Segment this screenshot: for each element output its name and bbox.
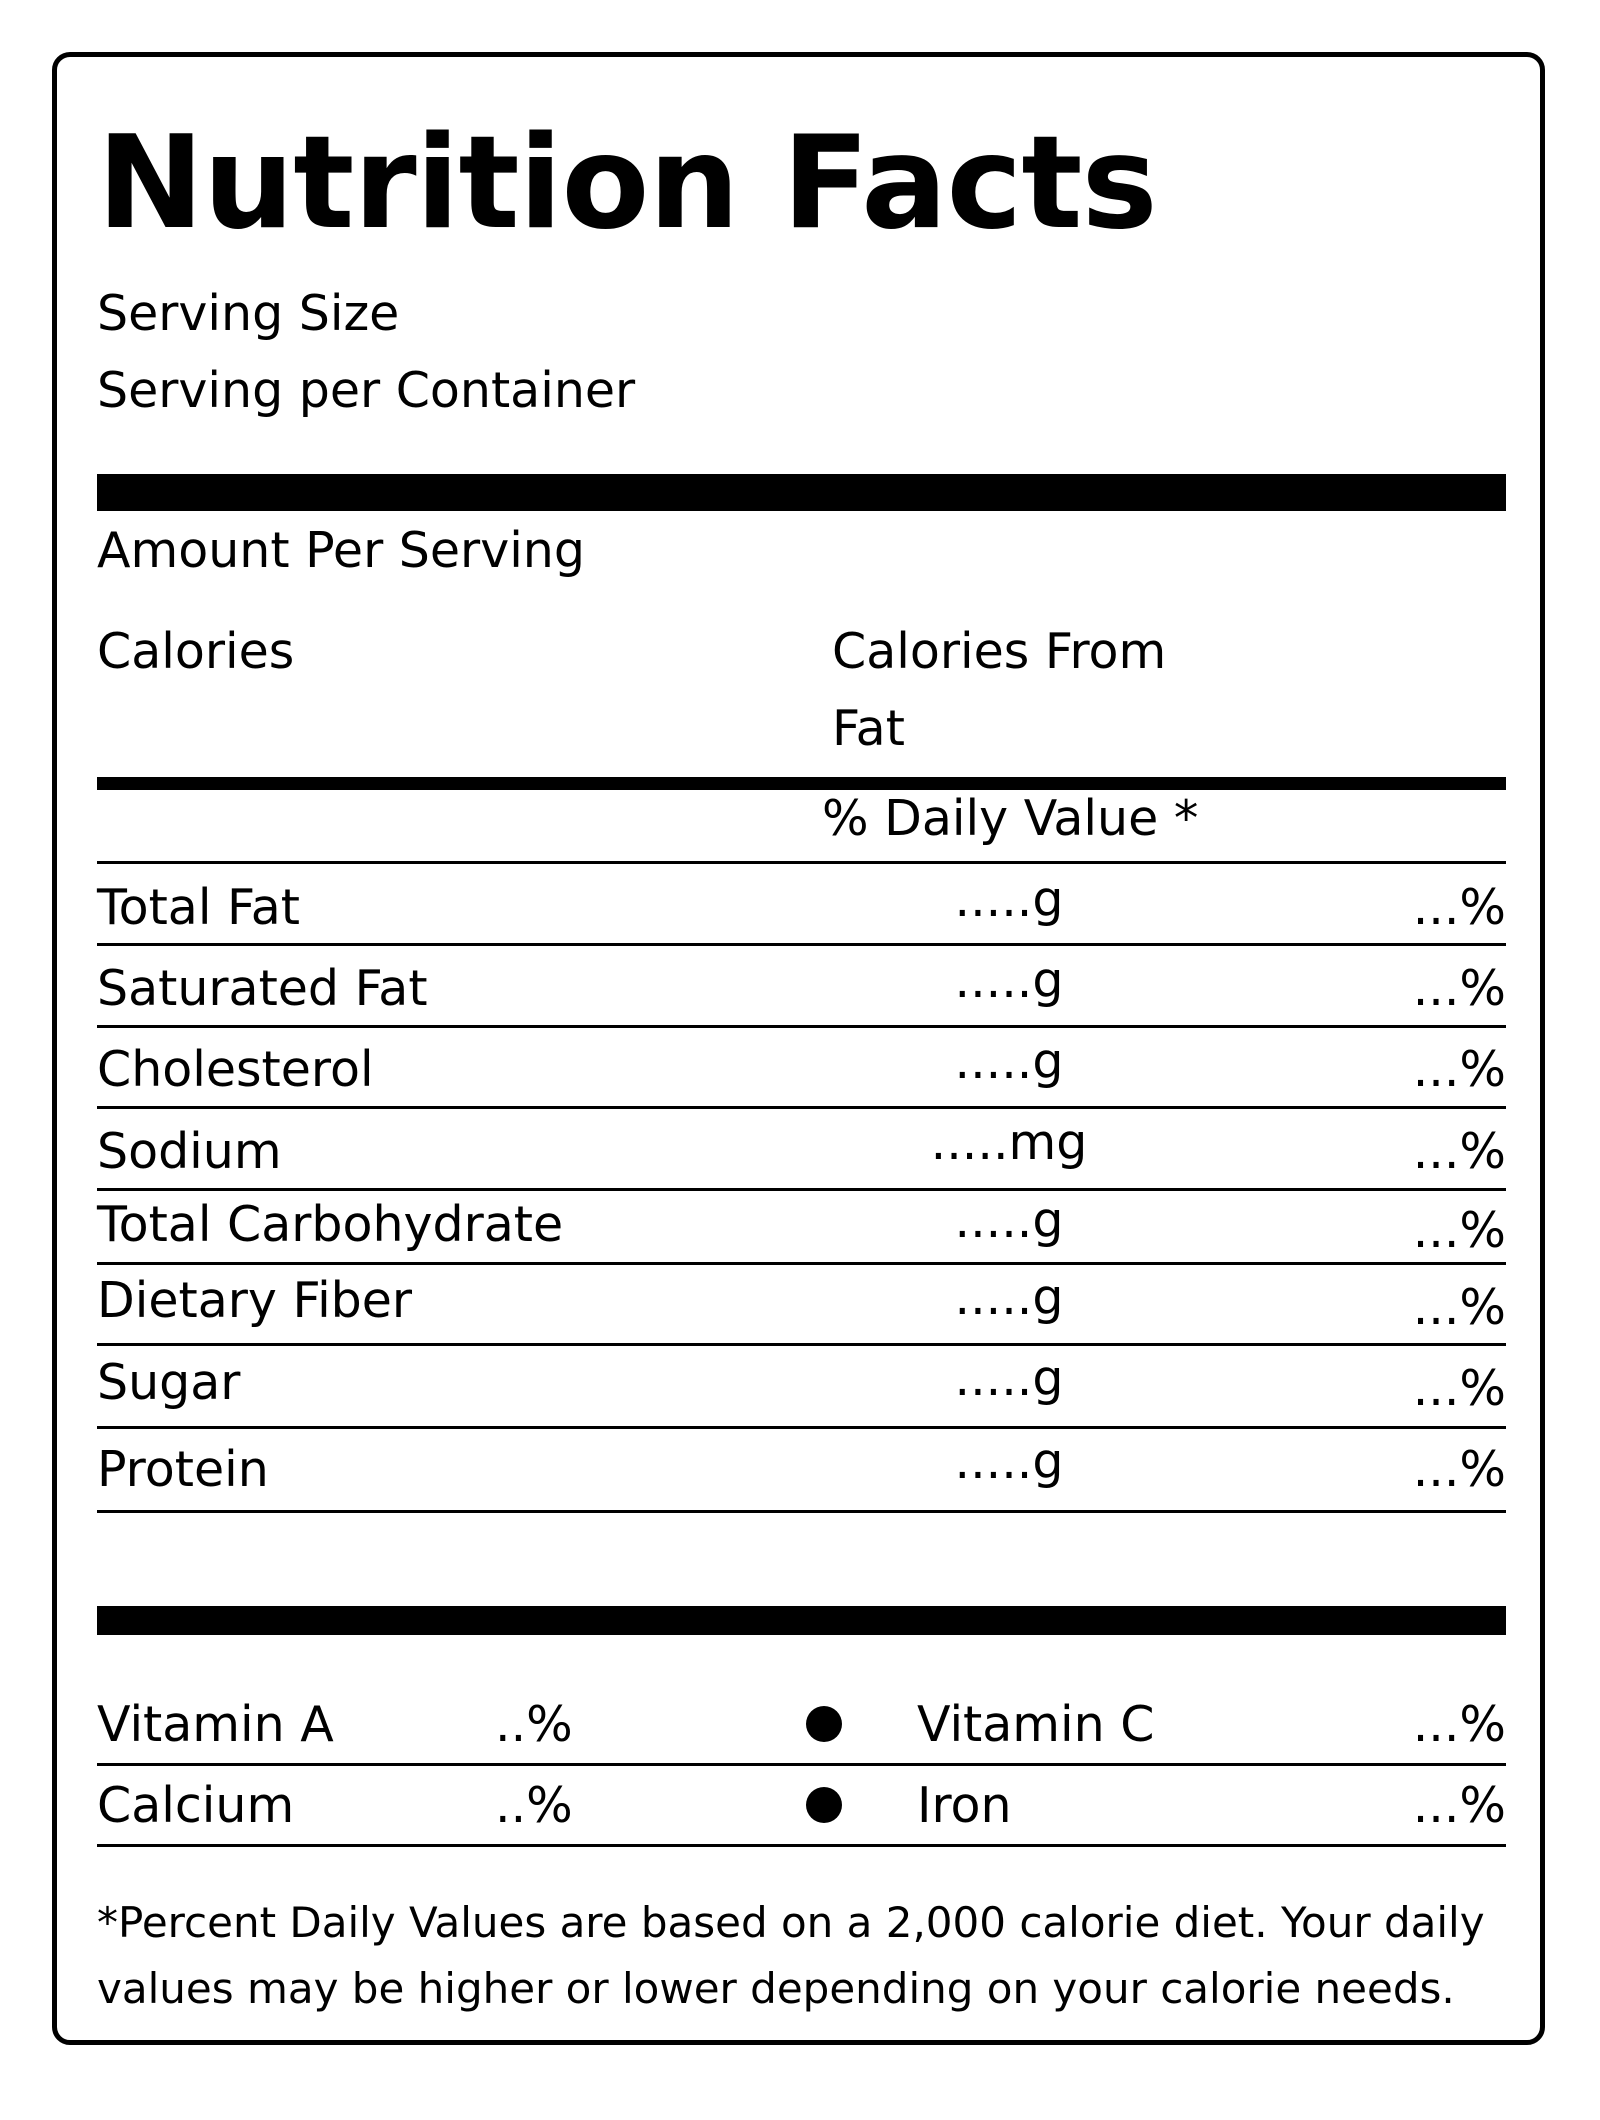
mineral-value: ..% <box>495 1777 573 1834</box>
row-divider <box>97 1426 1506 1429</box>
amount-per-serving-label: Amount Per Serving <box>97 522 585 579</box>
nutrient-daily-value: ...% <box>1412 1441 1506 1498</box>
calories-from-fat-label: Calories From <box>832 623 1167 680</box>
bullet-dot-icon <box>806 1706 842 1742</box>
thick-divider-top <box>97 474 1506 511</box>
vitamin-value: ..% <box>495 1696 573 1753</box>
nutrient-name: Sodium <box>97 1123 282 1180</box>
label-title: Nutrition Facts <box>97 109 1157 258</box>
calories-label: Calories <box>97 623 295 680</box>
vitamin-value: ...% <box>1412 1696 1506 1753</box>
bullet-dot-icon <box>806 1787 842 1823</box>
nutrient-amount: .....g <box>954 1033 1064 1090</box>
nutrient-name: Dietary Fiber <box>97 1272 413 1329</box>
row-divider <box>97 943 1506 946</box>
nutrient-amount: .....g <box>954 1350 1064 1407</box>
nutrient-amount: .....g <box>954 871 1064 928</box>
calories-from-fat-label-continued: Fat <box>832 700 905 757</box>
nutrient-daily-value: ...% <box>1412 960 1506 1017</box>
mineral-name: Calcium <box>97 1777 295 1834</box>
mineral-name: Iron <box>917 1777 1012 1834</box>
mineral-value: ...% <box>1412 1777 1506 1834</box>
vitamin-name: Vitamin A <box>97 1696 334 1753</box>
nutrient-name: Cholesterol <box>97 1041 374 1098</box>
daily-value-header: % Daily Value * <box>822 790 1199 847</box>
serving-size-label: Serving Size <box>97 285 400 342</box>
servings-per-container-label: Serving per Container <box>97 362 636 419</box>
row-divider <box>97 1106 1506 1109</box>
nutrient-daily-value: ...% <box>1412 1041 1506 1098</box>
nutrient-amount: .....g <box>954 952 1064 1009</box>
nutrient-daily-value: ...% <box>1412 879 1506 936</box>
nutrient-amount: .....mg <box>930 1114 1088 1171</box>
nutrient-amount: .....g <box>954 1433 1064 1490</box>
medium-divider <box>97 777 1506 790</box>
footnote: *Percent Daily Values are based on a 2,000 calorie diet. Your daily values may be higher or lower depending on your calorie needs. <box>97 1898 1485 2013</box>
thick-divider-bottom <box>97 1606 1506 1635</box>
row-divider <box>97 1262 1506 1265</box>
nutrient-daily-value: ...% <box>1412 1123 1506 1180</box>
nutrient-amount: .....g <box>954 1192 1064 1249</box>
nutrient-daily-value: ...% <box>1412 1360 1506 1417</box>
nutrient-daily-value: ...% <box>1412 1279 1506 1336</box>
row-divider <box>97 1188 1506 1191</box>
nutrient-daily-value: ...% <box>1412 1202 1506 1259</box>
nutrient-name: Total Fat <box>97 879 300 936</box>
row-divider <box>97 861 1506 864</box>
nutrient-name: Sugar <box>97 1354 241 1411</box>
nutrient-name: Saturated Fat <box>97 960 428 1017</box>
nutrient-name: Protein <box>97 1441 269 1498</box>
nutrient-amount: .....g <box>954 1269 1064 1326</box>
row-divider <box>97 1510 1506 1513</box>
vitamin-name: Vitamin C <box>917 1696 1155 1753</box>
row-divider <box>97 1763 1506 1766</box>
row-divider <box>97 1844 1506 1847</box>
nutrient-name: Total Carbohydrate <box>97 1196 564 1253</box>
row-divider <box>97 1025 1506 1028</box>
row-divider <box>97 1343 1506 1346</box>
